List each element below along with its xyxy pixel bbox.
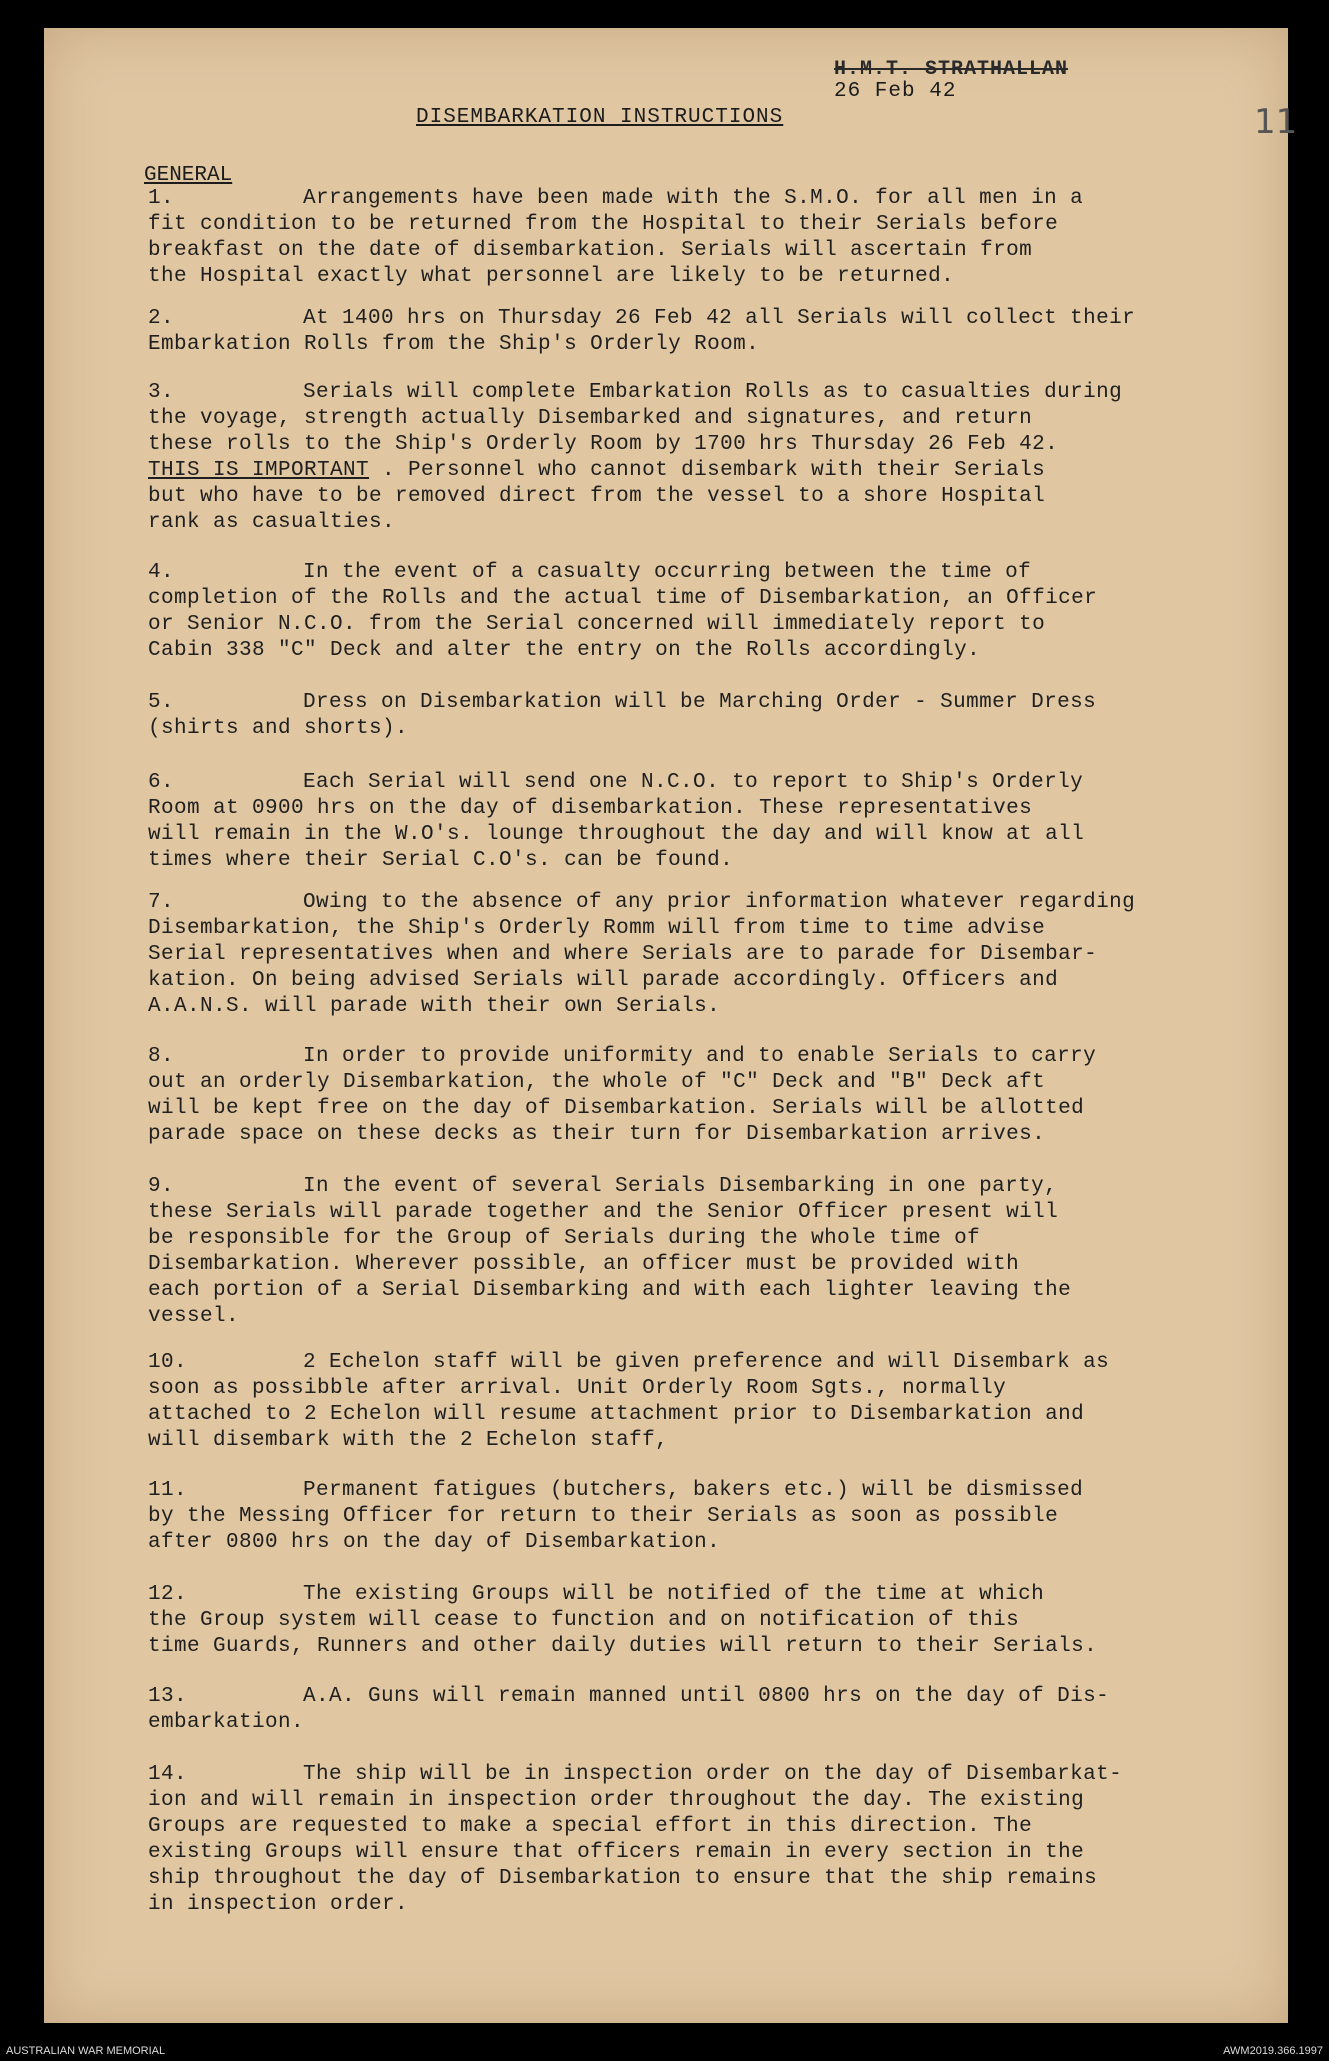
ship-name: H.M.T. STRATHALLAN (834, 58, 1069, 81)
paragraph-6: 6. Each Serial will send one N.C.O. to report to Ship's Orderly Room at 0900 hrs on the day of disembarkation. These representatives will remain in the W.O's. lounge throughout the day and will know at all times where their Serial C.O's. can be found. (148, 771, 1085, 872)
document-date: 26 Feb 42 (834, 80, 957, 103)
paragraph-14: 14. The ship will be in inspection order on the day of Disembarkat- ion and will remain in inspection order throughout the day. The existing Groups are requested to make a special effort in this direction. The existing Groups will ensure that officers remain in every section in the ship throughout the day of Disembarkation to ensure that the ship remains in inspection order. (148, 1763, 1123, 1916)
paragraph-13: 13. A.A. Guns will remain manned until 0800 hrs on the day of Dis- embarkation. (148, 1685, 1110, 1734)
paragraph-5: 5. Dress on Disembarkation will be Marching Order - Summer Dress (shirts and shorts). (148, 691, 1097, 740)
handwritten-page-mark: 11 (1254, 102, 1298, 142)
paragraph-2: 2. At 1400 hrs on Thursday 26 Feb 42 all Serials will collect their Embarkation Rolls from the Ship's Orderly Room. (148, 307, 1136, 356)
document-title: DISEMBARKATION INSTRUCTIONS (416, 106, 784, 129)
paragraph-9: 9. In the event of several Serials Disembarking in one party, these Serials will parade together and the Senior Officer present will be responsible for the Group of Serials during the whole time of Disembarkation. Wherever possible, an officer must be provided with each portion of a Serial Disembarking and with each lighter leaving the vessel. (148, 1175, 1072, 1328)
paragraph-4: 4. In the event of a casualty occurring between the time of completion of the Rolls and the actual time of Disembarkation, an Officer or Senior N.C.O. from the Serial concerned will immediately report to Cabin 338 "C" Deck and alter the entry on the Rolls accordingly. (148, 561, 1098, 662)
paragraph-7: 7. Owing to the absence of any prior information whatever regarding Disembarkation, the Ship's Orderly Romm will from time to time advise Serial representatives when and where Serials are to parade for Disembar- kation. On being advised Serials will parade accordingly. Officers and A.A.N.S. will parade with their own Serials. (148, 891, 1136, 1018)
paragraph-1: 1. Arrangements have been made with the S.M.O. for all men in a fit condition to be returned from the Hospital to their Serials before breakfast on the date of disembarkation. Serials will ascertain from the Hospital exactly what personnel are likely to be returned. (148, 187, 1084, 288)
paragraph-8: 8. In order to provide uniformity and to enable Serials to carry out an orderly Disembarkation, the whole of "C" Deck and "B" Deck aft will be kept free on the day of Disembarkation. Serials will be allotted parade space on these decks as their turn for Disembarkation arrives. (148, 1045, 1097, 1146)
paragraph-3: 3. Serials will complete Embarkation Rolls as to casualties during the voyage, strength actually Disembarked and signatures, and return these rolls to the Ship's Orderly Room by 1700 hrs Thursday 26 Feb 42. THIS IS IMPORTANT . Personnel who cannot disembark with their Serials but who have to be removed direct from the vessel to a shore Hospital rank as casualties. (148, 381, 1123, 534)
document-page (44, 28, 1298, 2023)
footer-archive-id: AWM2019.366.1997 (1223, 2045, 1323, 2057)
important-note: THIS IS IMPORTANT (148, 459, 370, 482)
paragraph-10: 10. 2 Echelon staff will be given preference and will Disembark as soon as possibble after arrival. Unit Orderly Room Sgts., normally attached to 2 Echelon will resume attachment prior to Disembarkation and will disembark with the 2 Echelon staff, (148, 1351, 1110, 1452)
paragraph-12: 12. The existing Groups will be notified of the time at which the Group system will cease to function and on notification of this time Guards, Runners and other daily duties will return to their Serials. (148, 1583, 1098, 1658)
section-heading: GENERAL (144, 164, 233, 187)
paragraph-11: 11. Permanent fatigues (butchers, bakers etc.) will be dismissed by the Messing Officer for return to their Serials as soon as possible after 0800 hrs on the day of Disembarkation. (148, 1479, 1084, 1554)
footer-archive-name: AUSTRALIAN WAR MEMORIAL (6, 2045, 166, 2057)
